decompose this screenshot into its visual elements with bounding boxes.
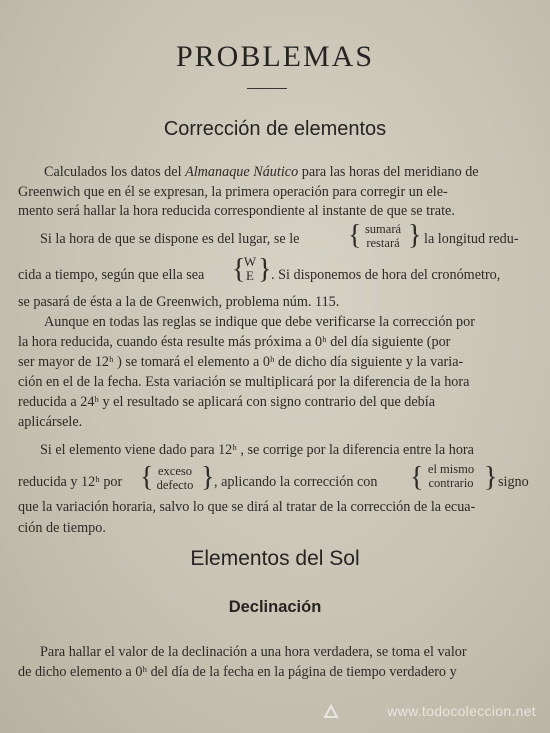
p5-line1: Para hallar el valor de la declinación a una hora verdadera, se toma el valor [40, 644, 467, 660]
brace-right: } [484, 462, 498, 493]
p3-line6: aplicársele. [18, 414, 83, 430]
p3-line3: ser mayor de 12ʰ ) se tomará el elemento a 0ʰ de dicho día siguiente y la varia- [18, 354, 464, 370]
p2-line2a: cida a tiempo, según que ella sea [18, 267, 205, 283]
p3-line1: Aunque en todas las reglas se indique que debe verificarse la corrección por [44, 314, 475, 330]
brace-right: } [408, 220, 422, 251]
p5-line2: de dicho elemento a 0ʰ del día de la fecha en la página de tiempo verdadero y [18, 664, 457, 680]
p4-line3: que la variación horaria, salvo lo que se dirá al tratar de la corrección de la ecua- [18, 499, 476, 515]
section-title-sol: Elementos del Sol [190, 547, 360, 570]
page-heading: PROBLEMAS [175, 40, 375, 73]
brace-left: { [348, 220, 362, 251]
p4-line1: Si el elemento viene dado para 12ʰ , se corrige por la diferencia entre la hora [40, 442, 474, 458]
p3-line4: ción en el de la fecha. Esta variación se multiplicará por la diferencia de la hora [18, 374, 470, 390]
brace-left: { [232, 254, 246, 285]
p2-line2b: . Si disponemos de hora del cronómetro, [271, 267, 501, 283]
p4-line2a: reducida y 12ʰ por [18, 474, 123, 490]
sumara-restara-options: sumará restará [364, 222, 402, 250]
watermark: www.todocoleccion.net [387, 703, 536, 719]
p1-line3: mento será hallar la hora reducida correspondiente al instante de que se trate. [18, 203, 455, 219]
p1-line2: Greenwich que en él se expresan, la primera operación para corregir un ele- [18, 184, 448, 200]
brace-right: } [201, 462, 215, 493]
p3-line5: reducida a 24ʰ y el resultado se aplicará con signo contrario del que debía [18, 394, 436, 410]
p1-line1: Calculados los datos del Almanaque Náutico para las horas del meridiano de [44, 164, 479, 180]
section-title-correccion: Corrección de elementos [163, 118, 387, 140]
p2-line1b: la longitud redu- [424, 231, 519, 247]
exceso-defecto-options: exceso defecto [156, 464, 194, 492]
p2-line3: se pasará de ésta a la de Greenwich, problema núm. 115. [18, 294, 340, 310]
mismo-contrario-options: el mismo contrario [427, 462, 475, 490]
watermark-logo-icon [322, 703, 340, 721]
p2-line1a: Si la hora de que se dispone es del lugar, se le [40, 231, 300, 247]
p4-line2b: , aplicando la corrección con [214, 474, 378, 490]
p4-line2c: signo [498, 474, 529, 490]
brace-left: { [410, 462, 424, 493]
p4-line4: ción de tiempo. [18, 520, 106, 536]
heading-divider [247, 88, 287, 89]
brace-right: } [258, 254, 272, 285]
subsection-title-declinacion: Declinación [228, 598, 322, 616]
brace-left: { [140, 462, 154, 493]
p3-line2: la hora reducida, cuando ésta resulte más próxima a 0ʰ del día siguiente (por [18, 334, 451, 350]
w-e-options: W E [243, 254, 257, 283]
